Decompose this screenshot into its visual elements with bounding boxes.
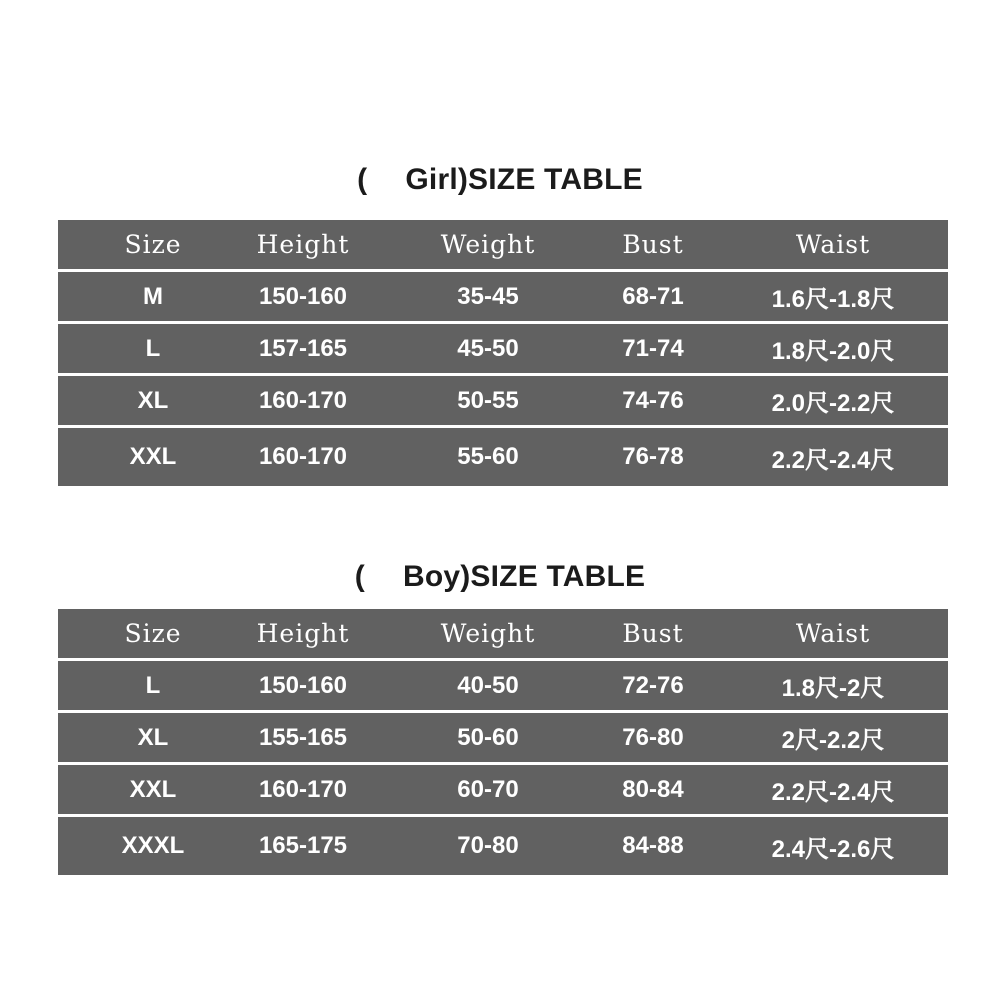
cell-size: XL <box>137 386 169 414</box>
cell-bust: 80-84 <box>622 775 684 803</box>
cell-height: 160-170 <box>258 775 348 803</box>
cell-waist: 1.8尺-2.0尺 <box>771 338 895 365</box>
boy-title-rest: Boy)SIZE TABLE <box>402 560 646 593</box>
girl-size-table <box>58 220 948 486</box>
cell-waist: 2.2尺-2.4尺 <box>771 779 895 806</box>
cell-weight: 55-60 <box>457 443 519 470</box>
cell-height: 160-170 <box>258 386 348 414</box>
cell-size: L <box>145 334 161 362</box>
cell-bust: 71-74 <box>622 334 684 362</box>
cell-waist: 2.2尺-2.4尺 <box>771 446 895 474</box>
cell-waist: 1.6尺-1.8尺 <box>771 286 895 313</box>
cell-size: XL <box>137 723 169 751</box>
cell-height: 150-160 <box>258 671 348 699</box>
girl-title-open: ( <box>357 163 368 196</box>
cell-height: 150-160 <box>258 282 348 310</box>
header-height: Height <box>256 230 350 259</box>
table-row <box>58 817 948 875</box>
boy-table-title <box>0 560 1000 594</box>
table-row <box>58 272 948 321</box>
header-weight: Weight <box>440 230 536 259</box>
header-waist: Waist <box>795 619 871 648</box>
cell-bust: 76-80 <box>622 723 684 751</box>
cell-height: 155-165 <box>258 723 348 751</box>
cell-size: XXL <box>129 443 177 470</box>
table-row <box>58 324 948 373</box>
cell-weight: 50-55 <box>457 386 519 414</box>
girl-title-rest: Girl)SIZE TABLE <box>405 163 643 196</box>
girl-table-title <box>0 163 1000 197</box>
table-row <box>58 428 948 486</box>
cell-waist: 2.0尺-2.2尺 <box>771 390 895 417</box>
cell-weight: 40-50 <box>457 671 519 699</box>
boy-size-table <box>58 609 948 875</box>
cell-height: 160-170 <box>258 443 348 470</box>
header-size: Size <box>124 230 182 259</box>
header-bust: Bust <box>622 230 684 259</box>
header-size: Size <box>124 619 182 648</box>
cell-size: XXL <box>129 775 177 803</box>
cell-size: L <box>145 671 161 699</box>
header-bust: Bust <box>622 619 684 648</box>
cell-waist: 2.4尺-2.6尺 <box>771 835 895 863</box>
cell-waist: 1.8尺-2尺 <box>781 675 885 702</box>
cell-bust: 76-78 <box>622 443 684 470</box>
boy-table-header-row <box>58 609 948 658</box>
cell-weight: 70-80 <box>457 832 519 859</box>
table-row <box>58 376 948 425</box>
cell-bust: 74-76 <box>622 386 684 414</box>
cell-waist: 2尺-2.2尺 <box>781 727 885 754</box>
cell-size: M <box>143 282 163 310</box>
header-waist: Waist <box>795 230 871 259</box>
cell-weight: 60-70 <box>457 775 519 803</box>
cell-size: XXXL <box>121 832 185 859</box>
header-weight: Weight <box>440 619 536 648</box>
cell-weight: 45-50 <box>457 334 519 362</box>
girl-table-header-row <box>58 220 948 269</box>
table-row <box>58 713 948 762</box>
cell-bust: 68-71 <box>622 282 684 310</box>
cell-weight: 35-45 <box>457 282 519 310</box>
cell-height: 157-165 <box>258 334 348 362</box>
cell-bust: 84-88 <box>622 832 684 859</box>
cell-weight: 50-60 <box>457 723 519 751</box>
cell-height: 165-175 <box>258 832 348 859</box>
header-height: Height <box>256 619 350 648</box>
table-row <box>58 765 948 814</box>
cell-bust: 72-76 <box>622 671 684 699</box>
boy-title-open: ( <box>354 560 365 593</box>
table-row <box>58 661 948 710</box>
